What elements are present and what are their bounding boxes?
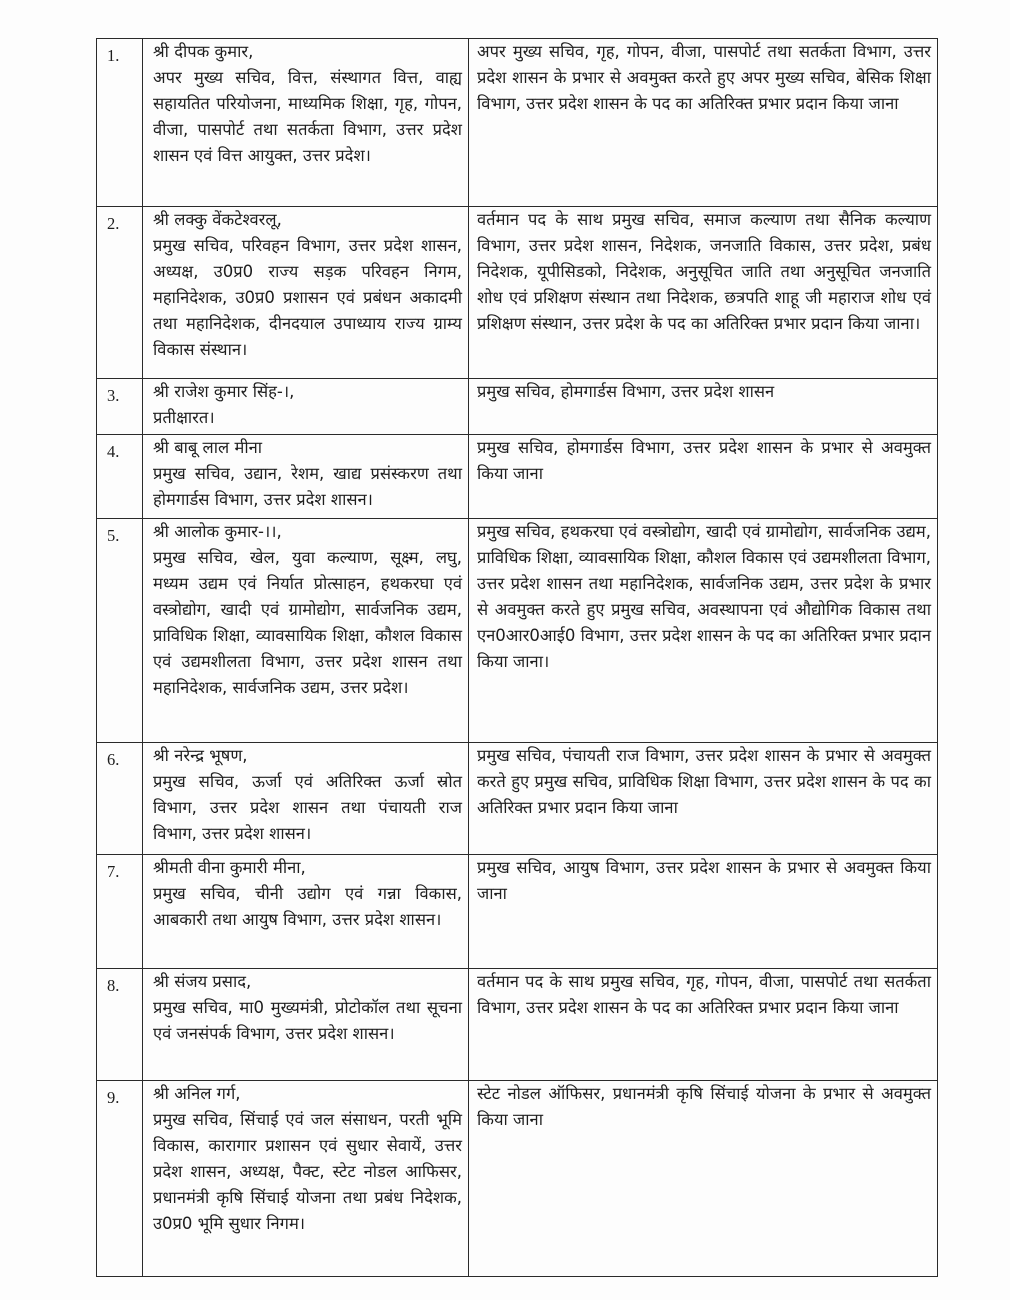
charge-cell: प्रमुख सचिव, आयुष विभाग, उत्तर प्रदेश शासन के प्रभार से अवमुक्त किया जाना (469, 855, 938, 969)
officer-name: श्री बाबू लाल मीना (153, 438, 263, 457)
officer-name: श्रीमती वीना कुमारी मीना, (153, 858, 306, 877)
officer-cell (143, 207, 469, 379)
officer-name: श्री लक्कु वेंकटेश्वरलू, (153, 210, 282, 229)
charge-cell: वर्तमान पद के साथ प्रमुख सचिव, गृह, गोपन, वीजा, पासपोर्ट तथा सतर्कता विभाग, उत्तर प्रदेश शासन के पद का अतिरिक्त प्रभार प्रदान किया जाना (469, 969, 938, 1081)
charge-cell: अपर मुख्य सचिव, गृह, गोपन, वीजा, पासपोर्ट तथा सतर्कता विभाग, उत्तर प्रदेश शासन के प्रभार से अवमुक्त करते हुए अपर मुख्य सचिव, बेसिक शिक्षा विभाग, उत्तर प्रदेश शासन के पद का अतिरिक्त प्रभार प्रदान किया जाना (469, 39, 938, 207)
transfer-table (96, 38, 938, 1277)
current-posting: प्रमुख सचिव, चीनी उद्योग एवं गन्ना विकास, आबकारी तथा आयुष विभाग, उत्तर प्रदेश शासन। (153, 884, 462, 929)
current-posting: प्रमुख सचिव, मा0 मुख्यमंत्री, प्रोटोकॉल तथा सूचना एवं जनसंपर्क विभाग, उत्तर प्रदेश शासन। (153, 998, 462, 1043)
table-row (97, 39, 938, 207)
officer-cell (143, 969, 469, 1081)
officer-cell (143, 519, 469, 743)
charge-cell: प्रमुख सचिव, होमगार्डस विभाग, उत्तर प्रदेश शासन (469, 379, 938, 435)
current-posting: प्रतीक्षारत। (153, 408, 215, 427)
officer-name: श्री दीपक कुमार, (153, 42, 254, 61)
serial-number: 7. (97, 855, 143, 969)
serial-number: 4. (97, 435, 143, 519)
current-posting: अपर मुख्य सचिव, वित्त, संस्थागत वित्त, वाह्य सहायतित परियोजना, माध्यमिक शिक्षा, गृह, गोपन, वीजा, पासपोर्ट तथा सतर्कता विभाग, उत्तर प्रदेश शासन एवं वित्त आयुक्त, उत्तर प्रदेश। (153, 68, 462, 165)
officer-name: श्री आलोक कुमार-।।, (153, 522, 282, 541)
current-posting: प्रमुख सचिव, उद्यान, रेशम, खाद्य प्रसंस्करण तथा होमगार्डस विभाग, उत्तर प्रदेश शासन। (153, 464, 462, 509)
serial-number: 9. (97, 1081, 143, 1277)
charge-cell: स्टेट नोडल ऑफिसर, प्रधानमंत्री कृषि सिंचाई योजना के प्रभार से अवमुक्त किया जाना (469, 1081, 938, 1277)
officer-cell (143, 39, 469, 207)
officer-cell (143, 855, 469, 969)
current-posting: प्रमुख सचिव, परिवहन विभाग, उत्तर प्रदेश शासन, अध्यक्ष, उ0प्र0 राज्य सड़क परिवहन निगम, महानिदेशक, उ0प्र0 प्रशासन एवं प्रबंधन अकादमी तथा महानिदेशक, दीनदयाल उपाध्याय राज्य ग्राम्य विकास संस्थान। (153, 236, 462, 359)
officer-name: श्री अनिल गर्ग, (153, 1084, 241, 1103)
officer-cell (143, 743, 469, 855)
serial-number: 8. (97, 969, 143, 1081)
charge-cell: वर्तमान पद के साथ प्रमुख सचिव, समाज कल्याण तथा सैनिक कल्याण विभाग, उत्तर प्रदेश शासन, निदेशक, जनजाति विकास, उत्तर प्रदेश, प्रबंध निदेशक, यूपीसिडको, निदेशक, अनुसूचित जाति तथा अनुसूचित जनजाति शोध एवं प्रशिक्षण संस्थान तथा निदेशक, छत्रपति शाहू जी महाराज शोध एवं प्रशिक्षण संस्थान, उत्तर प्रदेश के पद का अतिरिक्त प्रभार प्रदान किया जाना। (469, 207, 938, 379)
table-row (97, 1081, 938, 1277)
serial-number: 1. (97, 39, 143, 207)
charge-cell: प्रमुख सचिव, पंचायती राज विभाग, उत्तर प्रदेश शासन के प्रभार से अवमुक्त करते हुए प्रमुख सचिव, प्राविधिक शिक्षा विभाग, उत्तर प्रदेश शासन के पद का अतिरिक्त प्रभार प्रदान किया जाना (469, 743, 938, 855)
officer-cell (143, 379, 469, 435)
serial-number: 2. (97, 207, 143, 379)
table-row (97, 207, 938, 379)
serial-number: 5. (97, 519, 143, 743)
officer-name: श्री राजेश कुमार सिंह-।, (153, 382, 295, 401)
current-posting: प्रमुख सचिव, ऊर्जा एवं अतिरिक्त ऊर्जा स्रोत विभाग, उत्तर प्रदेश शासन तथा पंचायती राज विभाग, उत्तर प्रदेश शासन। (153, 772, 462, 843)
serial-number: 3. (97, 379, 143, 435)
charge-cell: प्रमुख सचिव, होमगार्डस विभाग, उत्तर प्रदेश शासन के प्रभार से अवमुक्त किया जाना (469, 435, 938, 519)
officer-name: श्री संजय प्रसाद, (153, 972, 252, 991)
serial-number: 6. (97, 743, 143, 855)
current-posting: प्रमुख सचिव, खेल, युवा कल्याण, सूक्ष्म, लघु, मध्यम उद्यम एवं निर्यात प्रोत्साहन, हथकरघा एवं वस्त्रोद्योग, खादी एवं ग्रामोद्योग, सार्वजनिक उद्यम, प्राविधिक शिक्षा, व्यावसायिक शिक्षा, कौशल विकास एवं उद्यमशीलता विभाग, उत्तर प्रदेश शासन तथा महानिदेशक, सार्वजनिक उद्यम, उत्तर प्रदेश। (153, 548, 462, 697)
charge-cell: प्रमुख सचिव, हथकरघा एवं वस्त्रोद्योग, खादी एवं ग्रामोद्योग, सार्वजनिक उद्यम, प्राविधिक शिक्षा, व्यावसायिक शिक्षा, कौशल विकास एवं उद्यमशीलता विभाग, उत्तर प्रदेश शासन तथा महानिदेशक, सार्वजनिक उद्यम, उत्तर प्रदेश के प्रभार से अवमुक्त करते हुए प्रमुख सचिव, अवस्थापना एवं औद्योगिक विकास तथा एन0आर0आई0 विभाग, उत्तर प्रदेश शासन के पद का अतिरिक्त प्रभार प्रदान किया जाना। (469, 519, 938, 743)
officer-cell (143, 435, 469, 519)
table-row (97, 969, 938, 1081)
current-posting: प्रमुख सचिव, सिंचाई एवं जल संसाधन, परती भूमि विकास, कारागार प्रशासन एवं सुधार सेवायें, उत्तर प्रदेश शासन, अध्यक्ष, पैक्ट, स्टेट नोडल आफिसर, प्रधानमंत्री कृषि सिंचाई योजना तथा प्रबंध निदेशक, उ0प्र0 भूमि सुधार निगम। (153, 1110, 462, 1233)
table-row (97, 435, 938, 519)
table-row (97, 855, 938, 969)
table-row (97, 379, 938, 435)
officer-name: श्री नरेन्द्र भूषण, (153, 746, 248, 765)
table-row (97, 743, 938, 855)
table-row (97, 519, 938, 743)
officer-cell (143, 1081, 469, 1277)
